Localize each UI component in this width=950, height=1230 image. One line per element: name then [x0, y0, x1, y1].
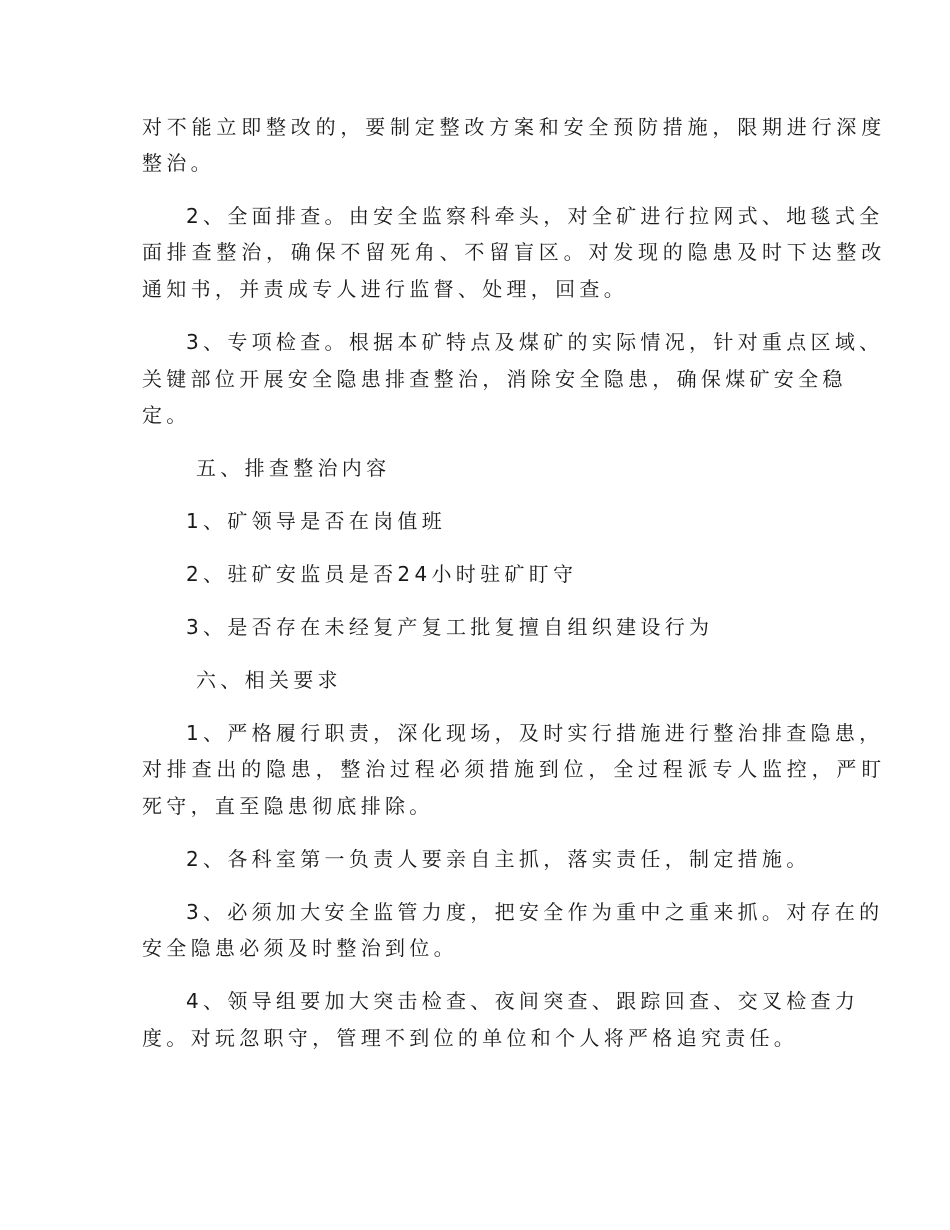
- section-heading-6: 六、相关要求: [196, 668, 342, 692]
- text-line: 对不能立即整改的，要制定整改方案和安全预防措施，限期进行深度: [142, 115, 886, 139]
- paragraph-requirement-2: 2、各科室第一负责人要亲自主抓，落实责任，制定措施。: [186, 847, 811, 871]
- text-line: 通知书，并责成专人进行监督、处理，回查。: [142, 277, 628, 301]
- section-heading-5: 五、排查整治内容: [196, 456, 391, 480]
- text-line: 3、专项检查。根据本矿特点及煤矿的实际情况，针对重点区域、: [186, 330, 884, 354]
- list-item: 3、是否存在未经复产复工批复擅自组织建设行为: [186, 615, 714, 639]
- list-item: 2、驻矿安监员是否24小时驻矿盯守: [186, 562, 578, 586]
- text-line: 关键部位开展安全隐患排查整治，消除安全隐患，确保煤矿安全稳: [142, 367, 847, 391]
- text-line: 1、严格履行职责，深化现场，及时实行措施进行整治排查隐患，: [186, 721, 884, 745]
- text-line: 3、必须加大安全监管力度，把安全作为重中之重来抓。对存在的: [186, 900, 884, 924]
- text-line: 定。: [142, 403, 191, 427]
- text-line: 度。对玩忽职守，管理不到位的单位和个人将严格追究责任。: [142, 1026, 799, 1050]
- text-line: 2、全面排查。由安全监察科牵头，对全矿进行拉网式、地毯式全: [186, 204, 884, 228]
- text-line: 对排查出的隐患，整治过程必须措施到位，全过程派专人监控，严盯: [142, 757, 886, 781]
- text-line: 面排查整治，确保不留死角、不留盲区。对发现的隐患及时下达整改: [142, 240, 886, 264]
- text-line: 整治。: [142, 151, 215, 175]
- text-line: 4、领导组要加大突击检查、夜间突查、跟踪回查、交叉检查力: [186, 989, 860, 1013]
- text-line: 死守，直至隐患彻底排除。: [142, 794, 434, 818]
- text-line: 安全隐患必须及时整治到位。: [142, 936, 458, 960]
- list-item: 1、矿领导是否在岗值班: [186, 509, 447, 533]
